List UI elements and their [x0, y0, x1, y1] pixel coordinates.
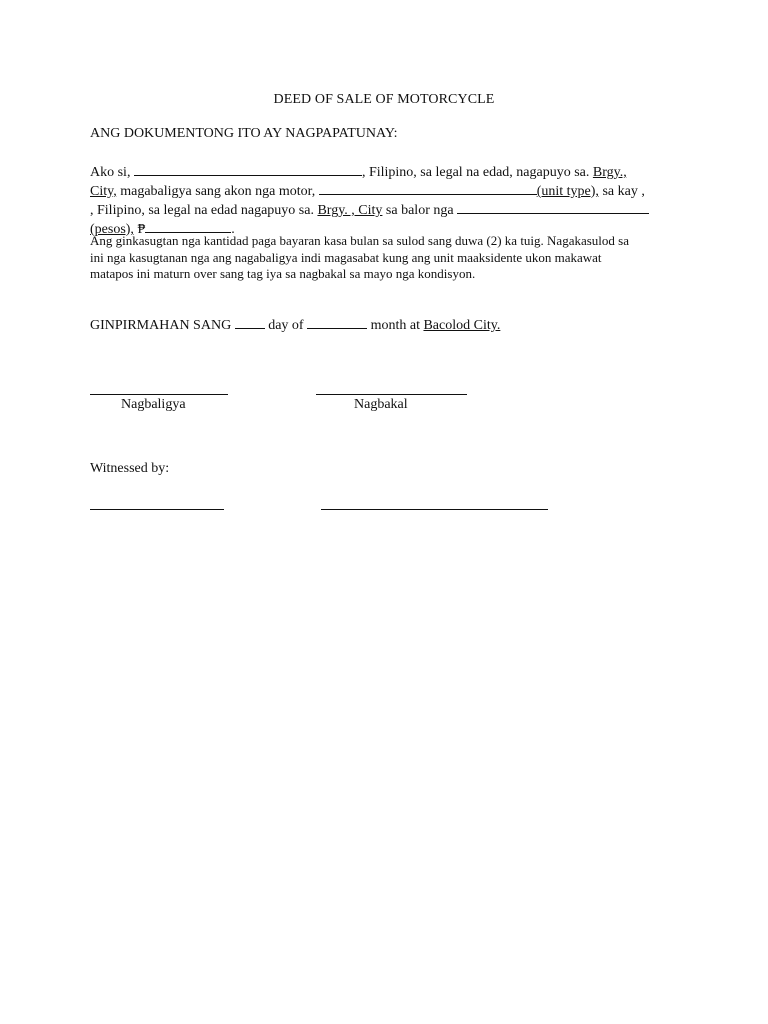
month-blank	[307, 315, 367, 329]
document-title: DEED OF SALE OF MOTORCYCLE	[273, 92, 495, 107]
sale-line-3	[90, 200, 690, 219]
sale-line-2	[90, 181, 690, 200]
unit-type-label: (unit type),	[536, 184, 599, 199]
signed-line	[90, 315, 690, 334]
price-words-blank	[457, 200, 649, 214]
terms-line-1: Ang ginkasugtan nga kantidad paga bayaran kasa bulan sa sulod sang duwa (2) ka tuig. Nagakasulod sa	[90, 233, 629, 248]
seller-residence-text: , Filipino, sa legal na edad, nagapuyo sa.	[361, 165, 593, 180]
signing-place: Bacolod City.	[423, 318, 501, 333]
document-heading: ANG DOKUMENTONG ITO AY NAGPAPATUNAY:	[90, 126, 398, 141]
seller-signature-label: Nagbaligya	[121, 397, 186, 412]
buyer-signature-line	[316, 394, 467, 395]
witness-label: Witnessed by:	[90, 461, 170, 476]
seller-signature-line	[90, 394, 228, 395]
price-amount-blank	[145, 219, 231, 233]
sale-paragraph	[90, 162, 690, 238]
period-text: .	[231, 222, 235, 237]
price-intro-text: sa balor nga	[382, 203, 458, 218]
buyer-intro-text: sa kay ,	[598, 184, 645, 199]
witness-1-signature-line	[90, 509, 224, 510]
buyer-residence-text: , Filipino, sa legal na edad nagapuyo sa.	[90, 203, 318, 218]
buyer-signature-label: Nagbakal	[354, 397, 408, 412]
buyer-address-text: Brgy. , City	[317, 203, 383, 218]
seller-name-blank	[134, 162, 362, 176]
terms-line-2: ini nga kasugtanan nga ang nagabaligya indi magasabat kung ang unit maaksidente ukon makawat	[90, 249, 602, 265]
peso-sign: ₱	[133, 222, 146, 237]
day-of-text: day of	[264, 318, 308, 333]
day-blank	[235, 315, 265, 329]
seller-intro-text: Ako si,	[90, 165, 134, 180]
seller-city-text: City,	[90, 184, 117, 199]
seller-brgy-text: Brgy.,	[592, 165, 627, 180]
month-at-text: month at	[367, 318, 424, 333]
sell-motor-text: magabaligya sang akon nga motor,	[116, 184, 319, 199]
witness-2-signature-line	[321, 509, 548, 510]
unit-type-blank	[319, 181, 537, 195]
pesos-label: (pesos),	[90, 222, 134, 237]
sale-line-1	[90, 162, 690, 181]
signed-intro-text: GINPIRMAHAN SANG	[90, 318, 235, 333]
terms-paragraph	[90, 233, 690, 283]
terms-line-3: matapos ini maturn over sang tag iya sa nagbakal sa mayo nga kondisyon.	[90, 266, 476, 281]
